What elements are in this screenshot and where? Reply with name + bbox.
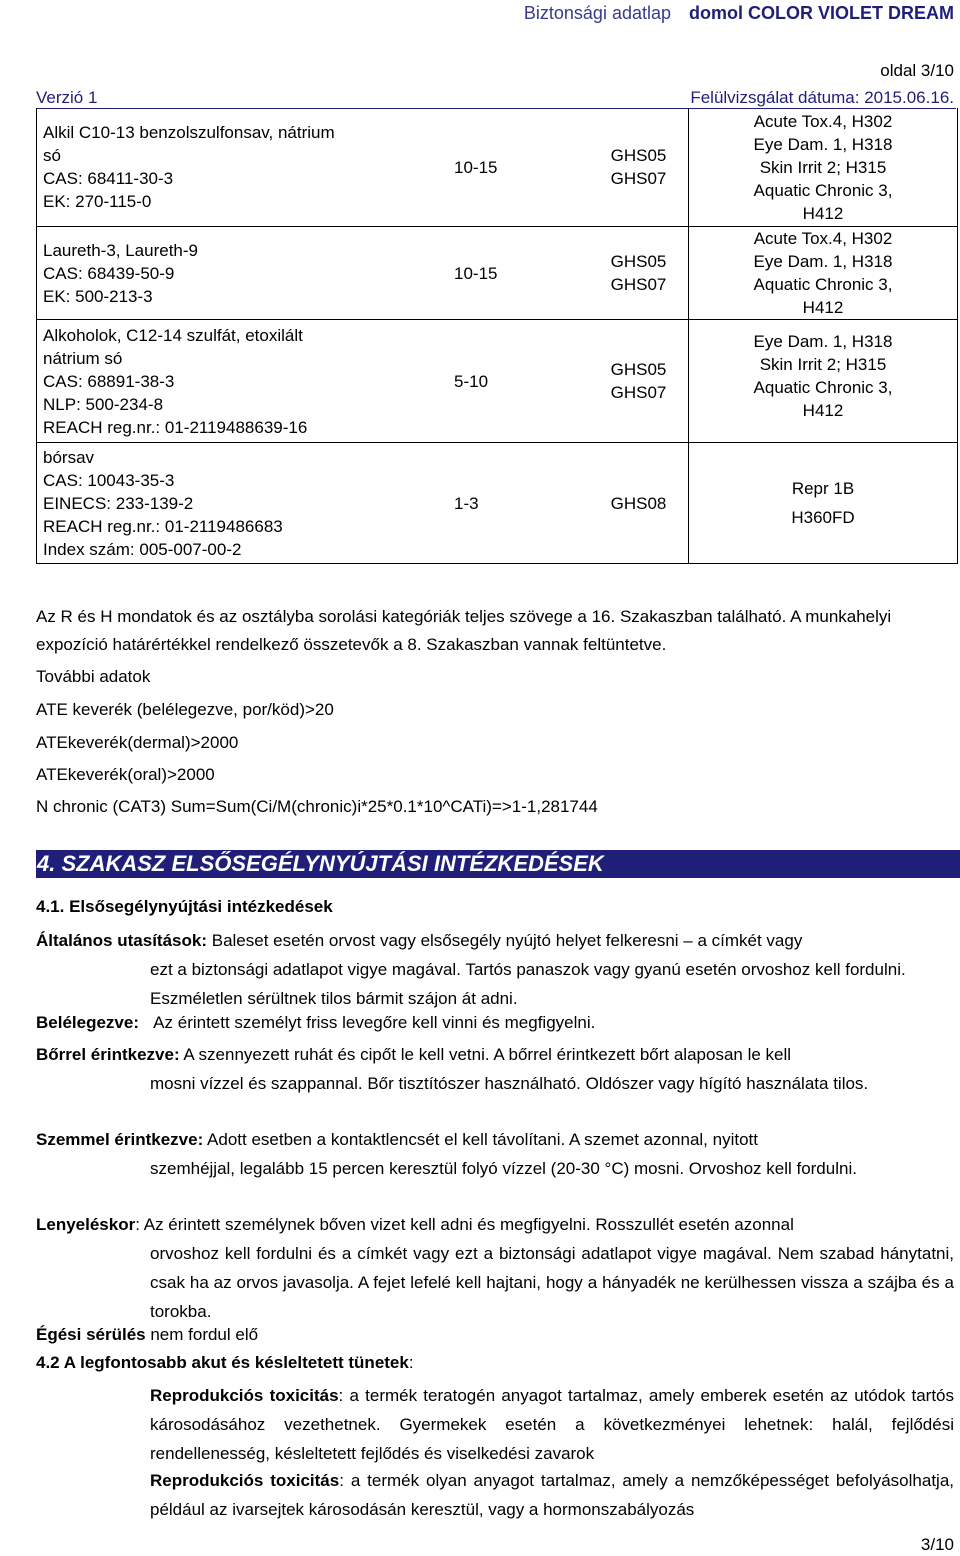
concentration: 1-3 bbox=[406, 443, 589, 564]
skin-text: A szennyezett ruhát és cipőt le kell vetni. A bőrrel érintkezett bőrt alaposan le kell bbox=[183, 1045, 792, 1064]
repro1-label: Reprodukciós toxicitás bbox=[150, 1386, 339, 1405]
ghs-code: GHS07 bbox=[610, 275, 667, 294]
inhalation-text: Az érintett személyt friss levegőre kell vinni és megfigyelni. bbox=[153, 1013, 596, 1032]
classification bbox=[689, 227, 958, 320]
subsection-4-2-title bbox=[36, 1352, 954, 1374]
table-row bbox=[37, 227, 958, 320]
name-line: CAS: 68439-50-9 bbox=[43, 263, 175, 283]
component-name bbox=[37, 443, 407, 564]
name-line: EK: 500-213-3 bbox=[43, 286, 153, 306]
general-instructions bbox=[36, 926, 954, 1013]
class-line: Skin Irrit 2; H315 bbox=[759, 157, 887, 177]
ingestion-text: : Az érintett személynek bőven vizet kell adni és megfigyelni. Rosszullét esetén azonnal bbox=[135, 1215, 794, 1234]
ghs-code: GHS05 bbox=[610, 252, 667, 271]
skin-label: Bőrrel érintkezve: bbox=[36, 1045, 180, 1064]
ghs-code: GHS05 bbox=[610, 360, 667, 379]
class-line: Aquatic Chronic 3, bbox=[753, 275, 893, 294]
table-row bbox=[37, 320, 958, 443]
class-line: H360FD bbox=[791, 508, 855, 527]
product-name: domol COLOR VIOLET DREAM bbox=[689, 3, 954, 23]
further-info-title: További adatok bbox=[36, 667, 151, 686]
name-line: só bbox=[43, 146, 61, 165]
class-line: Repr 1B bbox=[791, 479, 855, 498]
ate-dermal: ATEkeverék(dermal)>2000 bbox=[36, 733, 239, 752]
components-table bbox=[36, 108, 958, 564]
document-type: Biztonsági adatlap bbox=[523, 3, 671, 23]
concentration: 10-15 bbox=[406, 227, 589, 320]
ate-inhalation: ATE keverék (belélegezve, por/köd)>20 bbox=[36, 700, 334, 719]
burn-text: nem fordul elő bbox=[145, 1325, 259, 1344]
burn-label: Égési sérülés bbox=[36, 1325, 146, 1344]
name-line: EINECS: 233-139-2 bbox=[43, 493, 194, 513]
table-row bbox=[37, 108, 958, 227]
ghs-pictograms bbox=[589, 443, 689, 564]
repro1-text: : a termék teratogén anyagot tartalmaz, amely emberek esetén az utódok tartós károsodásához vezethetnek. Gyermekek esetén a következményei lehetnek: halál, fejlődési rendellenesség, késleltetett fejlődés és viselkedési zavarok bbox=[150, 1386, 954, 1463]
general-text: Baleset esetén orvost vagy elsősegély nyújtó helyet felkeresni – a címkét vagy bbox=[211, 931, 803, 950]
subsection-4-1-title: 4.1. Elsősegélynyújtási intézkedések bbox=[36, 897, 333, 916]
classification bbox=[689, 108, 958, 227]
name-line: EK: 270-115-0 bbox=[43, 192, 152, 211]
repro2-text: : a termék olyan anyagot tartalmaz, amely a nemzőképességet befolyásolhatja, például az ivarsejtek károsodásán keresztül, vagy a hormonszabályozás bbox=[150, 1471, 954, 1519]
footer-page-number: 3/10 bbox=[920, 1535, 954, 1554]
version-label: Verzió 1 bbox=[36, 88, 98, 107]
general-label: Általános utasítások: bbox=[36, 931, 207, 950]
component-name bbox=[37, 227, 407, 320]
subsection-4-2-label: 4.2 A legfontosabb akut és késleltetett tünetek bbox=[36, 1353, 409, 1372]
ingestion-label: Lenyeléskor bbox=[36, 1215, 136, 1234]
name-line: REACH reg.nr.: 01-2119486683 bbox=[43, 516, 283, 536]
ghs-code: GHS07 bbox=[610, 383, 667, 402]
name-line: CAS: 68891-38-3 bbox=[43, 371, 175, 391]
class-line: H412 bbox=[802, 203, 844, 223]
chronic-sum: N chronic (CAT3) Sum=Sum(Ci/M(chronic)i*25*0.1*10^CATi)=>1-1,281744 bbox=[36, 797, 598, 816]
name-line: bórsav bbox=[43, 447, 95, 467]
reproductive-toxicity-2 bbox=[36, 1466, 954, 1524]
component-name bbox=[37, 320, 407, 443]
class-line: H412 bbox=[802, 401, 844, 420]
name-line: Index szám: 005-007-00-2 bbox=[43, 539, 242, 559]
inhalation-instructions bbox=[36, 1012, 954, 1034]
classification bbox=[689, 443, 958, 564]
class-line: Acute Tox.4, H302 bbox=[753, 229, 893, 248]
subsection-4-2-colon: : bbox=[408, 1353, 414, 1372]
name-line: CAS: 10043-35-3 bbox=[43, 470, 175, 490]
burn-instructions bbox=[36, 1324, 954, 1346]
revision-date: Felülvizsgálat dátuma: 2015.06.16. bbox=[690, 88, 954, 107]
skin-text-cont: mosni vízzel és szappannal. Bőr tisztítószer használható. Oldószer vagy hígító használata tilos. bbox=[150, 1074, 869, 1093]
hazard-text-note: Az R és H mondatok és az osztályba sorolási kategóriák teljes szövege a 16. Szakaszban található. A munkahelyi expozíció határértékkel rendelkező összetevők a 8. Szakaszban vannak feltüntetve. bbox=[36, 607, 892, 654]
classification bbox=[689, 320, 958, 443]
class-line: H412 bbox=[802, 298, 844, 317]
repro2-label: Reprodukciós toxicitás bbox=[150, 1471, 340, 1490]
eye-label: Szemmel érintkezve: bbox=[36, 1130, 204, 1149]
ghs-pictograms bbox=[589, 108, 689, 227]
ghs-code: GHS08 bbox=[610, 493, 667, 513]
ingestion-instructions bbox=[36, 1210, 954, 1326]
name-line: Alkoholok, C12-14 szulfát, etoxilált bbox=[43, 325, 303, 345]
ghs-pictograms bbox=[589, 227, 689, 320]
class-line: Eye Dam. 1, H318 bbox=[753, 134, 893, 154]
name-line: NLP: 500-234-8 bbox=[43, 394, 164, 414]
inhalation-label: Belélegezve: bbox=[36, 1013, 139, 1032]
class-line: Skin Irrit 2; H315 bbox=[759, 355, 887, 374]
document-header bbox=[524, 2, 954, 25]
eye-text: Adott esetben a kontaktlencsét el kell távolítani. A szemet azonnal, nyitott bbox=[207, 1130, 758, 1149]
ghs-pictograms bbox=[589, 320, 689, 443]
name-line: Alkil C10-13 benzolszulfonsav, nátrium bbox=[43, 123, 335, 142]
section-4-heading bbox=[36, 850, 960, 878]
name-line: Laureth-3, Laureth-9 bbox=[43, 240, 198, 260]
class-line: Acute Tox.4, H302 bbox=[753, 111, 893, 131]
eye-text-cont: szemhéjjal, legalább 15 percen keresztül folyó vízzel (20-30 °C) mosni. Orvoshoz kell fordulni. bbox=[150, 1159, 857, 1178]
name-line: REACH reg.nr.: 01-2119488639-16 bbox=[43, 417, 308, 437]
eye-contact-instructions bbox=[36, 1125, 954, 1183]
ingestion-text-cont: orvoshoz kell fordulni és a címkét vagy ezt a biztonsági adatlapot vigye magával. Nem szabad hánytatni, csak ha az orvos javasolja. A fejet lefelé kell hajtani, hogy a hányadék ne kerülhessen vissza a szájba és a torokba. bbox=[150, 1244, 954, 1321]
concentration: 10-15 bbox=[454, 157, 498, 177]
concentration: 5-10 bbox=[406, 320, 589, 443]
class-line: Aquatic Chronic 3, bbox=[753, 378, 893, 397]
name-line: CAS: 68411-30-3 bbox=[43, 169, 174, 188]
ghs-code: GHS05 bbox=[610, 146, 667, 165]
section-title: 4. SZAKASZ ELSŐSEGÉLYNYÚJTÁSI INTÉZKEDÉSEK bbox=[37, 851, 604, 876]
general-text-cont: ezt a biztonsági adatlapot vigye magával. Tartós panaszok vagy gyanú esetén orvoshoz kell fordulni. Eszméletlen sérültnek tilos bármit szájon át adni. bbox=[150, 960, 906, 1008]
ghs-code: GHS07 bbox=[610, 169, 667, 188]
class-line: Eye Dam. 1, H318 bbox=[753, 252, 893, 271]
class-line: Eye Dam. 1, H318 bbox=[753, 332, 893, 351]
name-line: nátrium só bbox=[43, 348, 123, 368]
page-number: oldal 3/10 bbox=[880, 61, 954, 80]
table-row bbox=[37, 443, 958, 564]
reproductive-toxicity-1 bbox=[36, 1381, 954, 1468]
ate-oral: ATEkeverék(oral)>2000 bbox=[36, 765, 215, 784]
component-name bbox=[37, 108, 407, 227]
skin-contact-instructions bbox=[36, 1040, 954, 1098]
class-line: Aquatic Chronic 3, bbox=[753, 180, 893, 200]
